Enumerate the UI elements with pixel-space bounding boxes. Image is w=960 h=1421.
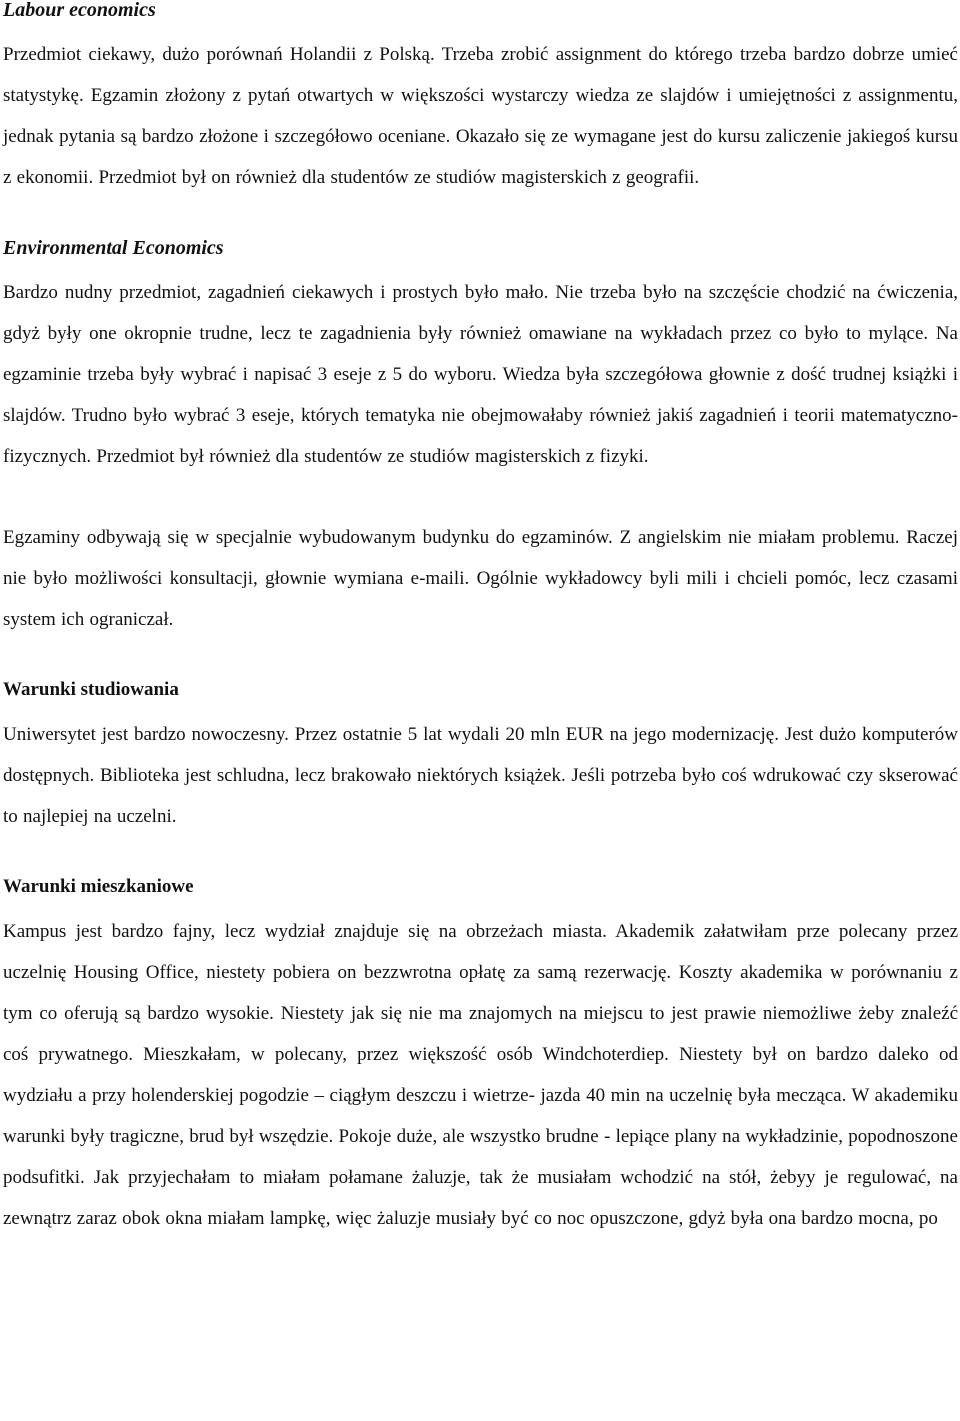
section-title-labour-economics: Labour economics bbox=[3, 0, 156, 21]
spacer bbox=[3, 700, 958, 714]
paragraph-housing-conditions: Kampus jest bardzo fajny, lecz wydział znajduje się na obrzeżach miasta. Akademik załatwiłam prze polecany przez uczelnię Housing Office, niestety pobiera on bezzwrotna opłatę za samą rezerwację. Koszty akademika w porównaniu z tym co oferują są bardzo wysokie. Niestety jak się nie ma znajomych na miejscu to jest prawie niemożliwe żeby znaleźć coś prywatnego. Mieszkałam, w polecany, przez większość osób Windchoterdiep. Niestety był on bardzo daleko od wydziału a przy holenderskiej pogodzie – ciągłym deszczu i wietrze- jazda 40 min na uczelnię była mecząca. W akademiku warunki były tragiczne, brud był wszędzie. Pokoje duże, ale wszystko brudne - lepiące plany na wykładzinie, popodnoszone podsufitki. Jak przyjechałam to miałam połamane żaluzje, tak że musiałam wchodzić na stół, żebyy je regulować, na zewnątrz zaraz obok okna miałam lampkę, więc żaluzje musiały być co noc opuszczone, gdyż była ona bardzo mocna, po bbox=[3, 921, 958, 1229]
spacer bbox=[3, 897, 958, 911]
spacer bbox=[3, 20, 958, 34]
paragraph-environmental-economics: Bardzo nudny przedmiot, zagadnień ciekawych i prostych było mało. Nie trzeba było na szczęście chodzić na ćwiczenia, gdyż były one okropnie trudne, lecz te zagadnienia były również omawiane na wykładach przez co było to mylące. Na egzaminie trzeba były wybrać i napisać 3 eseje z 5 do wyboru. Wiedza była szczegółowa głownie z dość trudnej książki i slajdów. Trudno było wybrać 3 eseje, których tematyka nie obejmowałaby również jakiś zagadnień i teorii matematyczno-fizycznych. Przedmiot był również dla studentów ze studiów magisterskich z fizyki. bbox=[3, 282, 958, 467]
paragraph-study-conditions: Uniwersytet jest bardzo nowoczesny. Przez ostatnie 5 lat wydali 20 mln EUR na jego modernizację. Jest dużo komputerów dostępnych. Biblioteka jest schludna, lecz brakowało niektórych książek. Jeśli potrzeba było coś wdrukować czy skserować to najlepiej na uczelni. bbox=[3, 724, 958, 827]
paragraph-labour-economics: Przedmiot ciekawy, dużo porównań Holandii z Polską. Trzeba zrobić assignment do którego trzeba bardzo dobrze umieć statystykę. Egzamin złożony z pytań otwartych w większości wystarczy wiedza ze slajdów i umiejętności z assignmentu, jednak pytania są bardzo złożone i szczegółowo oceniane. Okazało się ze wymagane jest do kursu zaliczenie jakiegoś kursu z ekonomii. Przedmiot był on również dla studentów ze studiów magisterskich z geografii. bbox=[3, 44, 958, 188]
section-title-housing-conditions: Warunki mieszkaniowe bbox=[3, 876, 194, 897]
spacer bbox=[3, 640, 958, 680]
paragraph-exams: Egzaminy odbywają się w specjalnie wybudowanym budynku do egzaminów. Z angielskim nie miałam problemu. Raczej nie było możliwości konsultacji, głownie wymiana e-maili. Ogólnie wykładowcy byli mili i chcieli pomóc, lecz czasami system ich ograniczał. bbox=[3, 527, 958, 630]
spacer bbox=[3, 837, 958, 877]
section-title-study-conditions: Warunki studiowania bbox=[3, 679, 179, 700]
section-title-environmental-economics: Environmental Economics bbox=[3, 237, 224, 259]
spacer bbox=[3, 198, 958, 238]
spacer bbox=[3, 258, 958, 272]
document-page bbox=[3, 0, 958, 1239]
spacer bbox=[3, 477, 958, 517]
